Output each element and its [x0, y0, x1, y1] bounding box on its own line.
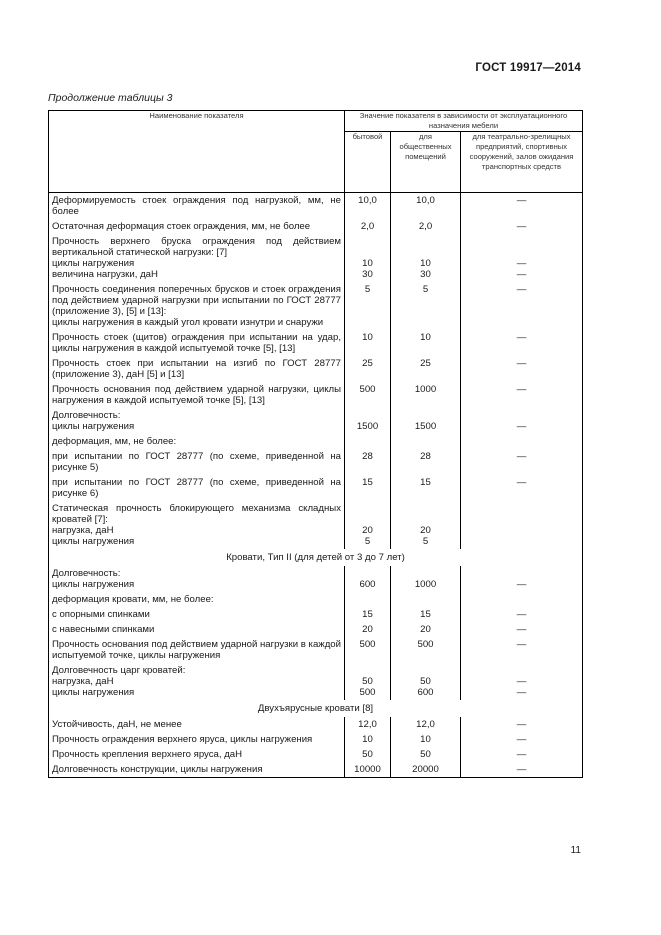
- household-value-cell: [345, 663, 391, 700]
- cell-line: 500: [417, 639, 434, 650]
- cell-line: 2,0: [360, 221, 375, 232]
- column-header-theatre: для театрально-зрелищных предприятий, спортивных сооружений, залов ожидания транспортных средств: [461, 132, 583, 193]
- cell-line: нагрузка, даН: [52, 525, 114, 536]
- page-number: 11: [570, 845, 581, 856]
- cell-line: 20: [362, 525, 373, 536]
- column-header-public: для общественных помещений: [391, 132, 461, 193]
- cell-line: 10,0: [358, 195, 377, 206]
- cell-line: с опорными спинками: [52, 609, 150, 620]
- cell-line: [394, 247, 457, 258]
- cell-line: [394, 594, 457, 605]
- household-value-cell: [345, 382, 391, 408]
- indicator-name-cell: [49, 592, 345, 607]
- theatre-value-cell: [461, 663, 583, 700]
- public-value-cell: [391, 717, 461, 732]
- table-row: [49, 663, 583, 700]
- cell-line: —: [516, 579, 527, 590]
- table-row: [49, 234, 583, 282]
- cell-line: Остаточная деформация стоек ограждения, мм, не более: [52, 221, 311, 232]
- cell-line: [464, 436, 579, 447]
- public-value-cell: [391, 382, 461, 408]
- cell-line: [348, 568, 387, 579]
- table-row: [49, 434, 583, 449]
- cell-line: 500: [359, 384, 376, 395]
- indicator-name-cell: [49, 330, 345, 356]
- cell-line: 10: [362, 258, 373, 269]
- cell-line: деформация, мм, не более:: [52, 436, 177, 447]
- public-value-cell: [391, 219, 461, 234]
- cell-line: [348, 665, 387, 676]
- column-header-household: бытовой: [345, 132, 391, 193]
- cell-line: Прочность основания под действием ударной нагрузки в каждой испытуемой точке, циклы нагружения: [52, 639, 341, 661]
- indicator-name-cell: [49, 663, 345, 700]
- household-value-cell: [345, 234, 391, 282]
- indicator-name-cell: [49, 382, 345, 408]
- theatre-value-cell: [461, 475, 583, 501]
- public-value-cell: [391, 762, 461, 778]
- household-value-cell: [345, 434, 391, 449]
- theatre-value-cell: [461, 356, 583, 382]
- public-value-cell: [391, 408, 461, 434]
- table-row: [49, 408, 583, 434]
- table-row: [49, 282, 583, 330]
- cell-line: —: [516, 195, 527, 206]
- indicator-name-cell: [49, 282, 345, 330]
- household-value-cell: [345, 501, 391, 549]
- indicator-name-cell: [49, 449, 345, 475]
- cell-line: 50: [420, 676, 431, 687]
- public-value-cell: [391, 282, 461, 330]
- public-value-cell: [391, 732, 461, 747]
- public-value-cell: [391, 434, 461, 449]
- cell-line: Долговечность конструкции, циклы нагружения: [52, 764, 263, 775]
- cell-line: 10,0: [416, 195, 435, 206]
- indicator-name-cell: [49, 434, 345, 449]
- household-value-cell: [345, 622, 391, 637]
- cell-line: —: [516, 676, 527, 687]
- cell-line: Деформируемость стоек ограждения под нагрузкой, мм, не более: [52, 195, 341, 217]
- table-row: [49, 449, 583, 475]
- indicator-name-cell: [49, 637, 345, 663]
- cell-line: Прочность верхнего бруска ограждения под действием вертикальной статической нагрузки: [7]: [52, 236, 341, 258]
- household-value-cell: [345, 592, 391, 607]
- cell-line: Устойчивость, даН, не менее: [52, 719, 182, 730]
- cell-line: 20: [362, 624, 373, 635]
- cell-line: 1000: [414, 384, 437, 395]
- cell-line: 20000: [412, 764, 439, 775]
- cell-line: —: [516, 624, 527, 635]
- cell-line: 50: [420, 749, 431, 760]
- cell-line: —: [516, 332, 527, 343]
- household-value-cell: [345, 330, 391, 356]
- household-value-cell: [345, 408, 391, 434]
- cell-line: [348, 410, 387, 421]
- cell-line: циклы нагружения: [52, 536, 135, 547]
- public-value-cell: [391, 592, 461, 607]
- table-row: [49, 356, 583, 382]
- public-value-cell: [391, 622, 461, 637]
- public-value-cell: [391, 663, 461, 700]
- table-row: [49, 475, 583, 501]
- theatre-value-cell: [461, 193, 583, 220]
- cell-line: 1500: [356, 421, 379, 432]
- theatre-value-cell: [461, 717, 583, 732]
- cell-line: 50: [362, 676, 373, 687]
- theatre-value-cell: [461, 382, 583, 408]
- table-body: [49, 193, 583, 778]
- cell-line: —: [516, 384, 527, 395]
- cell-line: [464, 247, 579, 258]
- cell-line: [394, 503, 457, 514]
- cell-line: деформация кровати, мм, не более:: [52, 594, 214, 605]
- table-row: [49, 382, 583, 408]
- cell-line: 10000: [354, 764, 381, 775]
- cell-line: Долговечность царг кроватей:: [52, 665, 186, 676]
- cell-line: 20: [420, 624, 431, 635]
- cell-line: [394, 568, 457, 579]
- cell-line: 15: [362, 477, 373, 488]
- indicator-name-cell: [49, 732, 345, 747]
- table-row: [49, 717, 583, 732]
- cell-line: [394, 665, 457, 676]
- cell-line: 600: [359, 579, 376, 590]
- cell-line: —: [516, 358, 527, 369]
- indicator-name-cell: [49, 622, 345, 637]
- indicator-name-cell: [49, 566, 345, 592]
- cell-line: [464, 236, 579, 247]
- standard-title: ГОСТ 19917—2014: [475, 62, 581, 74]
- cell-line: [464, 503, 579, 514]
- table-row: [49, 219, 583, 234]
- indicator-name-cell: [49, 607, 345, 622]
- cell-line: циклы нагружения: [52, 579, 135, 590]
- cell-line: [394, 236, 457, 247]
- cell-line: —: [516, 269, 527, 280]
- cell-line: 500: [359, 687, 376, 698]
- cell-line: 50: [362, 749, 373, 760]
- cell-line: циклы нагружения: [52, 421, 135, 432]
- cell-line: [464, 525, 579, 536]
- cell-line: циклы нагружения в каждый угол кровати изнутри и снаружи: [52, 317, 324, 328]
- public-value-cell: [391, 356, 461, 382]
- household-value-cell: [345, 282, 391, 330]
- cell-line: 12,0: [416, 719, 435, 730]
- cell-line: 30: [420, 269, 431, 280]
- public-value-cell: [391, 607, 461, 622]
- theatre-value-cell: [461, 449, 583, 475]
- cell-line: 5: [422, 536, 429, 547]
- cell-line: 10: [362, 734, 373, 745]
- cell-line: —: [516, 258, 527, 269]
- public-value-cell: [391, 330, 461, 356]
- household-value-cell: [345, 566, 391, 592]
- table-row: [49, 501, 583, 549]
- specification-table: [48, 110, 583, 778]
- cell-line: —: [516, 284, 527, 295]
- cell-line: Долговечность:: [52, 410, 121, 421]
- cell-line: с навесными спинками: [52, 624, 155, 635]
- theatre-value-cell: [461, 501, 583, 549]
- public-value-cell: [391, 193, 461, 220]
- household-value-cell: [345, 747, 391, 762]
- cell-line: [348, 594, 387, 605]
- cell-line: Прочность крепления верхнего яруса, даН: [52, 749, 243, 760]
- theatre-value-cell: [461, 282, 583, 330]
- table-group-row: [49, 549, 583, 566]
- cell-line: —: [516, 764, 527, 775]
- cell-line: Прочность ограждения верхнего яруса, циклы нагружения: [52, 734, 313, 745]
- cell-line: 28: [420, 451, 431, 462]
- theatre-value-cell: [461, 330, 583, 356]
- household-value-cell: [345, 193, 391, 220]
- indicator-name-cell: [49, 193, 345, 220]
- cell-line: 10: [420, 734, 431, 745]
- cell-line: [464, 410, 579, 421]
- indicator-name-cell: [49, 219, 345, 234]
- household-value-cell: [345, 717, 391, 732]
- cell-line: 10: [420, 258, 431, 269]
- cell-line: 12,0: [358, 719, 377, 730]
- theatre-value-cell: [461, 234, 583, 282]
- cell-line: величина нагрузки, даН: [52, 269, 158, 280]
- cell-line: 28: [362, 451, 373, 462]
- cell-line: 5: [364, 284, 371, 295]
- cell-line: [464, 514, 579, 525]
- indicator-name-cell: [49, 762, 345, 778]
- cell-line: —: [516, 451, 527, 462]
- cell-line: —: [516, 421, 527, 432]
- cell-line: [394, 436, 457, 447]
- cell-line: —: [516, 734, 527, 745]
- cell-line: [464, 536, 579, 547]
- cell-line: циклы нагружения: [52, 687, 135, 698]
- column-header-name: Наименование показателя: [49, 111, 345, 193]
- public-value-cell: [391, 747, 461, 762]
- indicator-name-cell: [49, 356, 345, 382]
- household-value-cell: [345, 219, 391, 234]
- household-value-cell: [345, 607, 391, 622]
- cell-line: при испытании по ГОСТ 28777 (по схеме, приведенной на рисунке 5): [52, 451, 341, 473]
- theatre-value-cell: [461, 732, 583, 747]
- cell-line: 15: [420, 477, 431, 488]
- cell-line: нагрузка, даН: [52, 676, 114, 687]
- theatre-value-cell: [461, 607, 583, 622]
- group-title: Кровати, Тип II (для детей от 3 до 7 лет): [49, 549, 583, 566]
- theatre-value-cell: [461, 762, 583, 778]
- theatre-value-cell: [461, 566, 583, 592]
- theatre-value-cell: [461, 219, 583, 234]
- table-row: [49, 330, 583, 356]
- cell-line: 1500: [414, 421, 437, 432]
- column-header-group: Значение показателя в зависимости от эксплуатационного назначения мебели: [345, 111, 583, 132]
- cell-line: [348, 436, 387, 447]
- cell-line: [464, 594, 579, 605]
- cell-line: —: [516, 687, 527, 698]
- cell-line: —: [516, 221, 527, 232]
- indicator-name-cell: [49, 234, 345, 282]
- cell-line: циклы нагружения: [52, 258, 135, 269]
- table-row: [49, 622, 583, 637]
- cell-line: 2,0: [418, 221, 433, 232]
- cell-line: 30: [362, 269, 373, 280]
- cell-line: 15: [362, 609, 373, 620]
- public-value-cell: [391, 449, 461, 475]
- cell-line: Прочность соединения поперечных брусков и стоек ограждения под действием ударной нагрузки при испытании по ГОСТ 28777 (приложение 3), [5] и [13]:: [52, 284, 341, 317]
- public-value-cell: [391, 501, 461, 549]
- indicator-name-cell: [49, 408, 345, 434]
- theatre-value-cell: [461, 637, 583, 663]
- table-continuation-label: Продолжение таблицы 3: [48, 92, 173, 104]
- indicator-name-cell: [49, 475, 345, 501]
- theatre-value-cell: [461, 592, 583, 607]
- cell-line: 1000: [414, 579, 437, 590]
- table-group-row: [49, 700, 583, 717]
- public-value-cell: [391, 637, 461, 663]
- cell-line: [394, 514, 457, 525]
- cell-line: 5: [422, 284, 429, 295]
- cell-line: 25: [420, 358, 431, 369]
- cell-line: 600: [417, 687, 434, 698]
- cell-line: при испытании по ГОСТ 28777 (по схеме, приведенной на рисунке 6): [52, 477, 341, 499]
- cell-line: [348, 503, 387, 514]
- household-value-cell: [345, 762, 391, 778]
- theatre-value-cell: [461, 408, 583, 434]
- cell-line: —: [516, 749, 527, 760]
- cell-line: Статическая прочность блокирующего механизма складных кроватей [7]:: [52, 503, 341, 525]
- cell-line: 500: [359, 639, 376, 650]
- table-row: [49, 607, 583, 622]
- cell-line: [464, 665, 579, 676]
- indicator-name-cell: [49, 717, 345, 732]
- cell-line: [464, 568, 579, 579]
- public-value-cell: [391, 234, 461, 282]
- cell-line: Долговечность:: [52, 568, 121, 579]
- cell-line: 5: [364, 536, 371, 547]
- household-value-cell: [345, 449, 391, 475]
- cell-line: [348, 247, 387, 258]
- table-row: [49, 193, 583, 220]
- theatre-value-cell: [461, 434, 583, 449]
- cell-line: [348, 236, 387, 247]
- theatre-value-cell: [461, 747, 583, 762]
- household-value-cell: [345, 637, 391, 663]
- cell-line: Прочность стоек (щитов) ограждения при испытании на удар, циклы нагружения в каждой испытуемой точке [5], [13]: [52, 332, 341, 354]
- cell-line: [348, 514, 387, 525]
- group-title: Двухъярусные кровати [8]: [49, 700, 583, 717]
- table-row: [49, 747, 583, 762]
- cell-line: [394, 410, 457, 421]
- household-value-cell: [345, 356, 391, 382]
- table-row: [49, 762, 583, 778]
- cell-line: —: [516, 609, 527, 620]
- table-row: [49, 637, 583, 663]
- cell-line: Прочность основания под действием ударной нагрузки, циклы нагружения в каждой испытуемой точке [5], [13]: [52, 384, 341, 406]
- public-value-cell: [391, 475, 461, 501]
- cell-line: 20: [420, 525, 431, 536]
- cell-line: Прочность стоек при испытании на изгиб по ГОСТ 28777 (приложение 3), даН [5] и [13]: [52, 358, 341, 380]
- theatre-value-cell: [461, 622, 583, 637]
- cell-line: 10: [420, 332, 431, 343]
- table-row: [49, 592, 583, 607]
- cell-line: 25: [362, 358, 373, 369]
- cell-line: 10: [362, 332, 373, 343]
- cell-line: —: [516, 477, 527, 488]
- table-row: [49, 732, 583, 747]
- indicator-name-cell: [49, 501, 345, 549]
- cell-line: —: [516, 719, 527, 730]
- cell-line: —: [516, 639, 527, 650]
- indicator-name-cell: [49, 747, 345, 762]
- cell-line: 15: [420, 609, 431, 620]
- table-row: [49, 566, 583, 592]
- public-value-cell: [391, 566, 461, 592]
- household-value-cell: [345, 475, 391, 501]
- household-value-cell: [345, 732, 391, 747]
